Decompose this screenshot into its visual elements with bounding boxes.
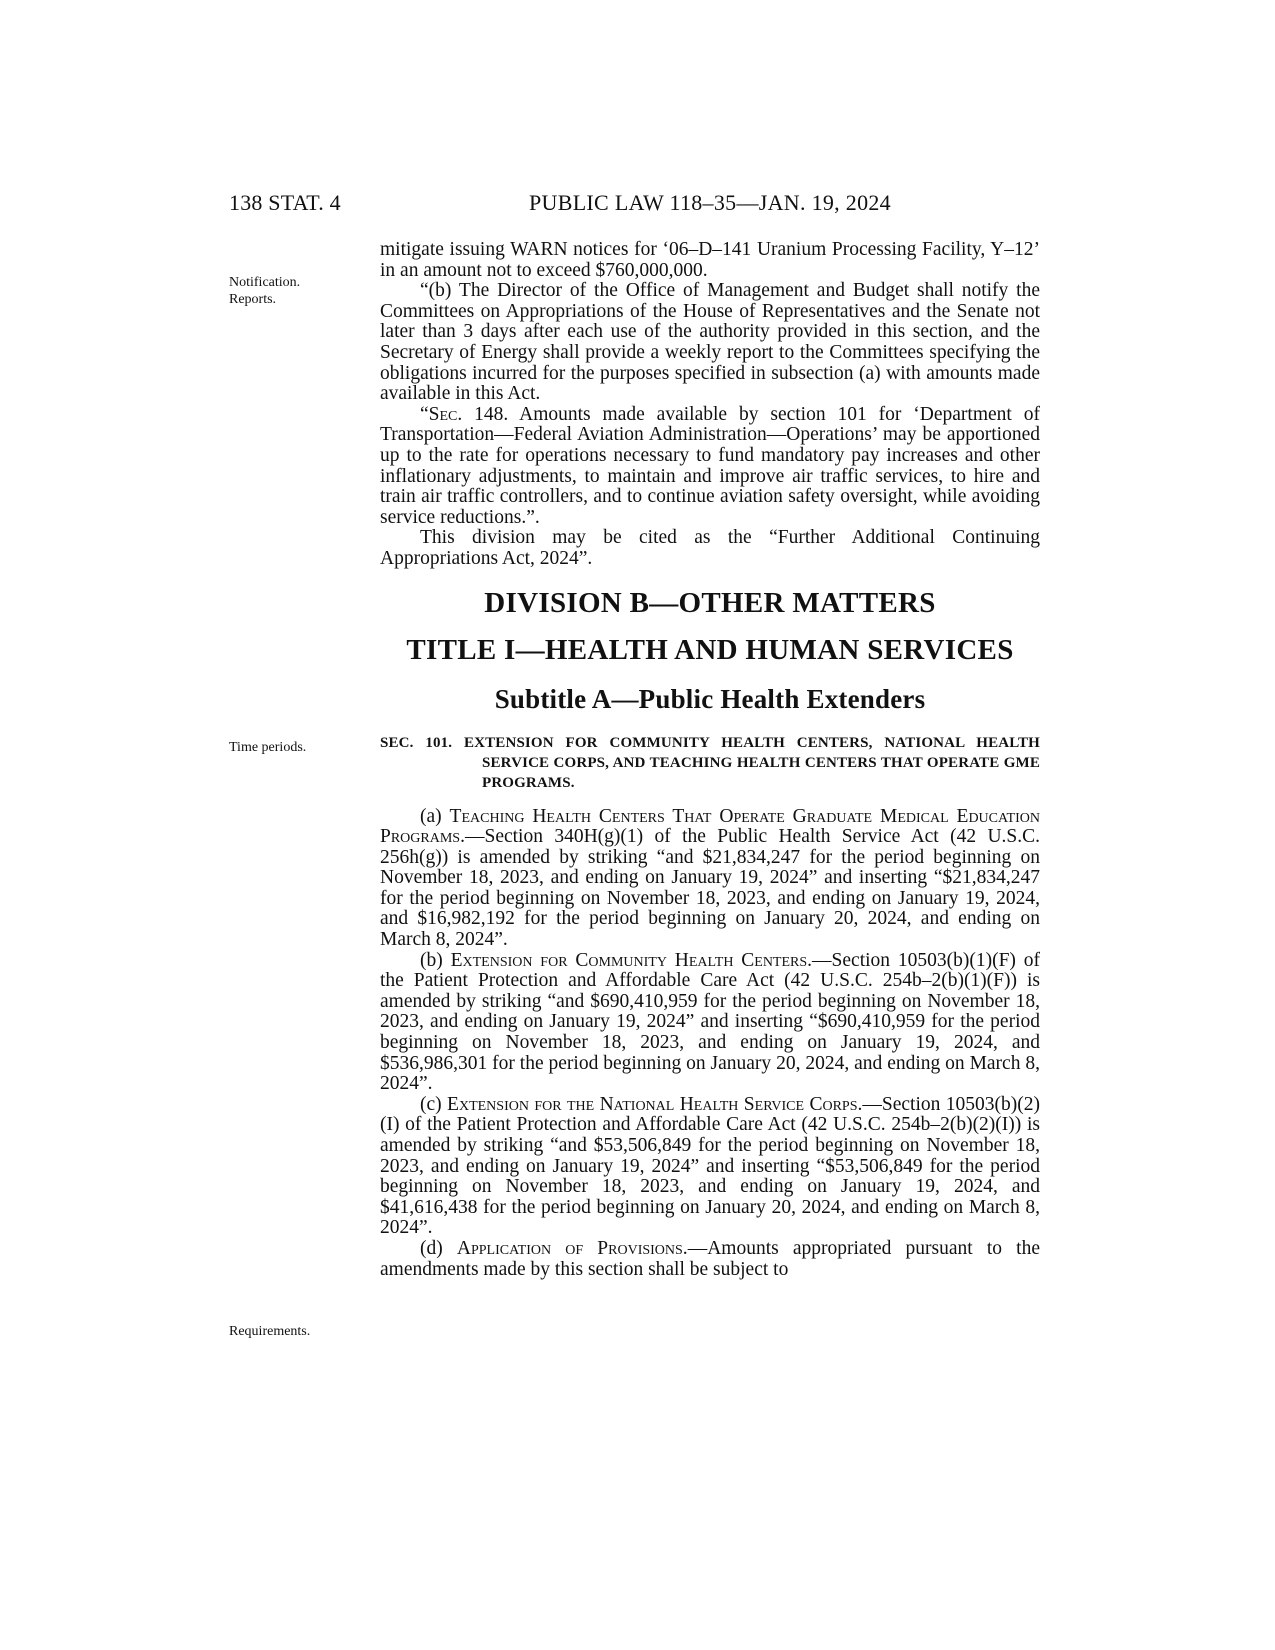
subsection-b-heading: Extension for Community Health Centers. <box>450 949 813 971</box>
law-title: PUBLIC LAW 118–35—JAN. 19, 2024 <box>529 190 891 215</box>
subsection-d-label: (d) <box>420 1237 457 1259</box>
paragraph-citation: This division may be cited as the “Further Additional Continuing Appropriations Act, 2024”. <box>380 527 1040 569</box>
sec148-smallcaps: ec <box>439 403 458 425</box>
section-101-heading: SEC. 101. EXTENSION FOR COMMUNITY HEALTH CENTERS, NATIONAL HEALTH SERVICE CORPS, AND TEACHING HEALTH CENTERS THAT OPERATE GME PROGRAMS. <box>380 734 1040 791</box>
subsection-a-heading: Teaching Health Centers That Operate Graduate Medical Education Programs. <box>380 805 1040 848</box>
sec148-text: . 148. Amounts made available by section 101 for ‘Department of Transportation—Federal Aviation Administration—Operations’ may be apportioned up to the rate for operations necessary to fund mandatory pay increases and other inflationary adjustments, to maintain and improve air traffic services, to hire and train air traffic controllers, and to continue aviation safety oversight, while avoiding service reductions.”. <box>380 403 1040 528</box>
subsection-c-heading: Extension for the National Health Service Corps. <box>447 1093 863 1115</box>
subsection-a-text: —Section 340H(g)(1) of the Public Health Service Act (42 U.S.C. 256h(g)) is amended by striking “and $21,834,247 for the period beginning on November 18, 2023, and ending on January 19, 2024” and inserting “$21,834,247 for the period beginning on November 18, 2023, and ending on January 19, 2024, and $16,982,192 for the period beginning on January 20, 2024, and ending on March 8, 2024”. <box>380 826 1040 951</box>
subsection-a <box>380 807 1040 951</box>
subsection-a-label: (a) <box>420 805 450 827</box>
paragraph-subsection-b: “(b) The Director of the Office of Management and Budget shall notify the Committees on Appropriations of the House of Representatives and the Senate not later than 3 days after each use of the authority provided in this section, and the Secretary of Energy shall provide a weekly report to the Committees specifying the obligations incurred for the purposes specified in subsection (a) with amounts made available in this Act. <box>380 280 1040 405</box>
subsection-d-heading: Application of Provisions. <box>456 1237 688 1259</box>
subsection-b <box>380 951 1040 1095</box>
margin-note-notification: Notification. <box>229 275 301 290</box>
margin-note-reports: Reports. <box>229 292 277 307</box>
paragraph-sec-148 <box>380 405 1040 529</box>
subsection-c-label: (c) <box>420 1093 448 1115</box>
title-heading: TITLE I—HEALTH AND HUMAN SERVICES <box>406 633 1014 666</box>
subsection-b-label: (b) <box>420 949 451 971</box>
body-text <box>380 240 1040 1280</box>
page-ref: 138 STAT. 4 <box>229 190 341 215</box>
subsection-c <box>380 1095 1040 1239</box>
subsection-d <box>380 1239 1040 1280</box>
division-heading: DIVISION B—OTHER MATTERS <box>484 586 936 619</box>
subsection-b-text: —Section 10503(b)(1)(F) of the Patient Protection and Affordable Care Act (42 U.S.C. 254b–2(b)(1)(F)) is amended by striking “and $690,410,959 for the period beginning on November 18, 2023, and ending on January 19, 2024” and inserting “$690,410,959 for the period beginning on November 18, 2023, and ending on January 19, 2024, and $536,986,301 for the period beginning on January 20, 2024, and ending on March 8, 2024”. <box>380 949 1040 1095</box>
paragraph-continued: mitigate issuing WARN notices for ‘06–D–141 Uranium Processing Facility, Y–12’ in an amount not to exceed $760,000,000. <box>380 239 1040 281</box>
subsection-d-text: —Amounts appropriated pursuant to the amendments made by this section shall be subject to <box>380 1237 1040 1280</box>
subsection-c-text: —Section 10503(b)(2)(I) of the Patient Protection and Affordable Care Act (42 U.S.C. 254b–2(b)(2)(I)) is amended by striking “and $53,506,849 for the period beginning on November 18, 2023, and ending on January 19, 2024” and inserting “$53,506,849 for the period beginning on November 18, 2023, and ending on January 19, 2024, and $41,616,438 for the period beginning on January 20, 2024, and ending on March 8, 2024”. <box>380 1093 1040 1239</box>
subtitle-heading: Subtitle A—Public Health Extenders <box>494 683 926 714</box>
margin-note-time-periods: Time periods. <box>229 740 307 755</box>
margin-note-requirements: Requirements. <box>229 1324 311 1339</box>
sec148-open: “S <box>420 403 440 425</box>
